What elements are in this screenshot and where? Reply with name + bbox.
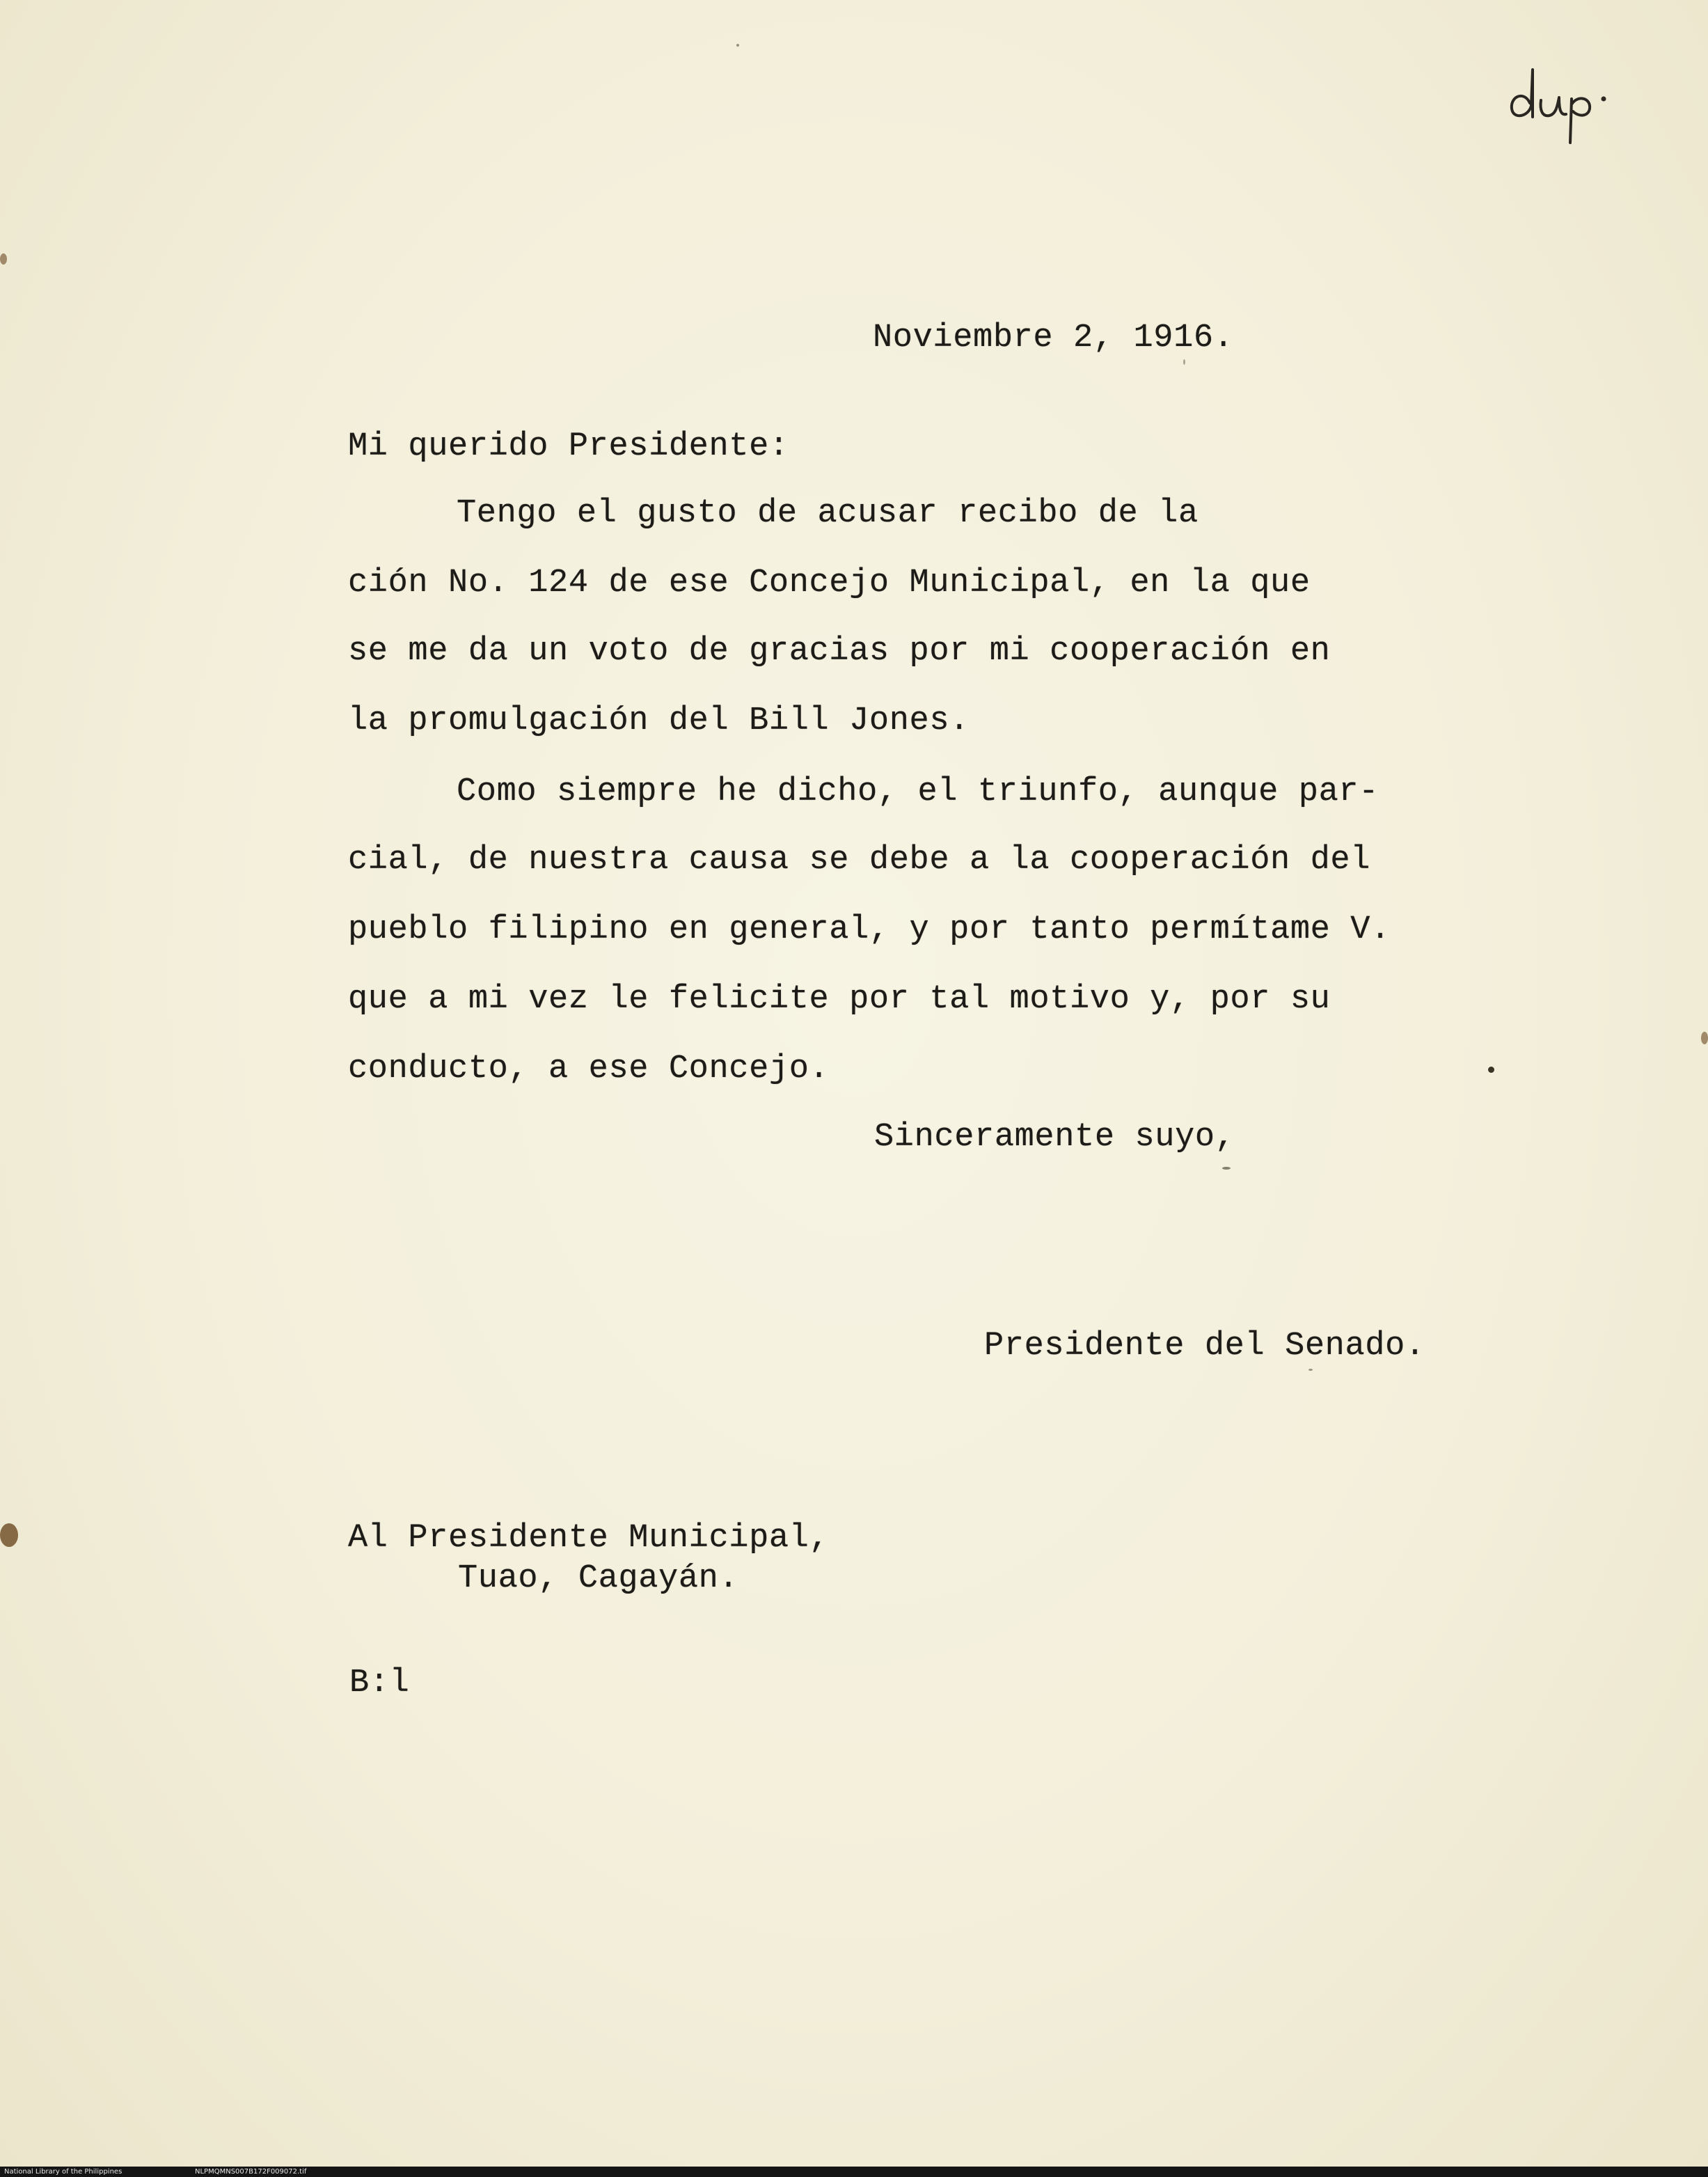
paragraph-1-line-3: se me da un voto de gracias por mi cooperación en: [348, 633, 1331, 670]
footer-institution: National Library of the Philippines: [4, 2168, 122, 2176]
paper-speck: [1183, 359, 1185, 365]
paragraph-2-line-2: cial, de nuestra causa se debe a la cooperación del: [348, 842, 1371, 879]
signature-title: Presidente del Senado.: [984, 1328, 1425, 1365]
paragraph-2-line-5: conducto, a ese Concejo.: [348, 1051, 830, 1087]
recipient-line-2: Tuao, Cagayán.: [458, 1560, 739, 1597]
paper-speck: [1222, 1167, 1231, 1170]
paper-speck: [1308, 1369, 1313, 1371]
paragraph-2-line-3: pueblo filipino en general, y por tanto permítame V.: [348, 911, 1391, 948]
recipient-line-1: Al Presidente Municipal,: [348, 1520, 830, 1557]
paper-speck: [736, 44, 739, 47]
handwritten-annotation: [1496, 42, 1636, 146]
edge-stain: [0, 1523, 18, 1547]
paragraph-1-line-4: la promulgación del Bill Jones.: [348, 702, 970, 739]
typist-initials: B:l: [349, 1665, 410, 1701]
letter-salutation: Mi querido Presidente:: [348, 428, 789, 465]
paragraph-2-line-4: que a mi vez le felicite por tal motivo y, por su: [348, 981, 1331, 1018]
paper-speck: [1488, 1067, 1494, 1073]
paragraph-2-line-1: Como siempre he dicho, el triunfo, aunque par-: [457, 773, 1379, 810]
letter-date: Noviembre 2, 1916.: [873, 320, 1234, 356]
edge-stain: [0, 253, 7, 265]
paragraph-1-line-2: ción No. 124 de ese Concejo Municipal, en la que: [348, 565, 1311, 602]
letter-closing: Sinceramente suyo,: [874, 1119, 1235, 1156]
edge-stain: [1701, 1032, 1708, 1044]
paragraph-1-line-1: Tengo el gusto de acusar recibo de la: [457, 495, 1199, 532]
footer-file-id: NLPMQMNS007B172F009072.tif: [195, 2168, 307, 2176]
